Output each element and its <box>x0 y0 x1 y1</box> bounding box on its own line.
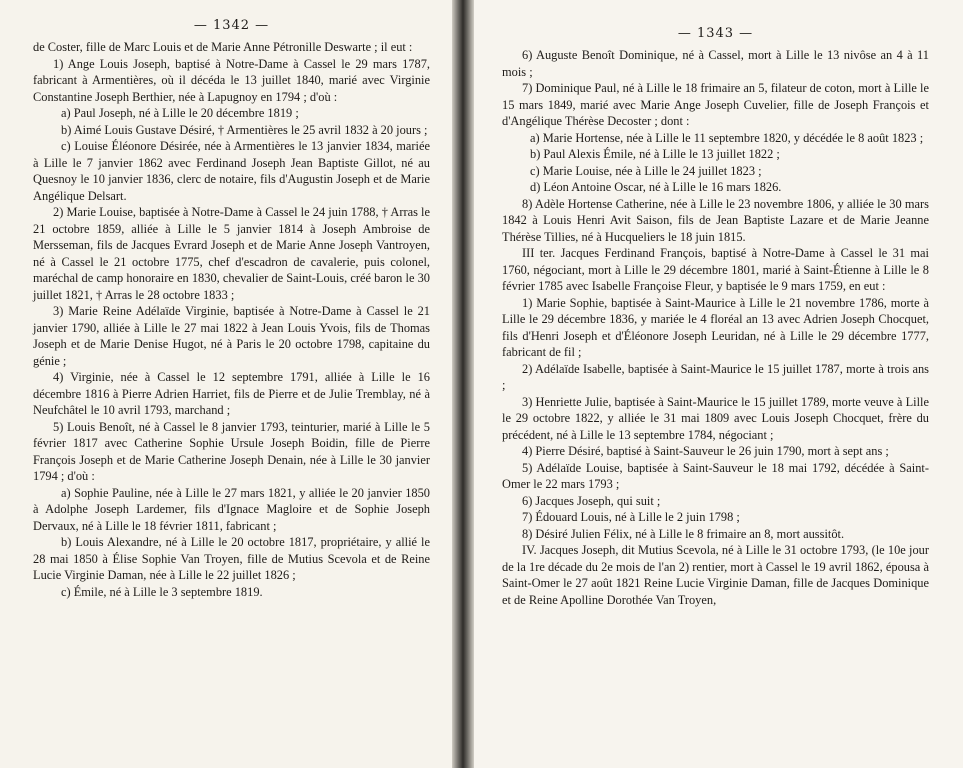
paragraph: 7) Dominique Paul, né à Lille le 18 frimaire an 5, filateur de coton, mort à Lille le 15 mars 1849, marié avec Marie Ange Joseph Cuvelier, fille de Joseph François et d'Angélique Thérèse Decoster ; dont : <box>502 81 929 128</box>
book-gutter <box>452 0 474 768</box>
paragraph: 5) Louis Benoît, né à Cassel le 8 janvier 1793, teinturier, marié à Lille le 5 février 1817 avec Catherine Sophie Ursule Joseph Boidin, fille de Pierre François Joseph et de Marie Catherine Joseph Denain, née à Lille le 30 janvier 1794 ; d'où : <box>33 419 430 483</box>
paragraph: a) Paul Joseph, né à Lille le 20 décembre 1819 ; <box>61 106 299 120</box>
paragraph: 2) Marie Louise, baptisée à Notre-Dame à Cassel le 24 juin 1788, † Arras le 21 octobre 1859, alliée à Lille le 5 janvier 1814 à Joseph Ambroise de Mersseman, fils de Jacques Evrard Joseph et de Marie Anne Joseph Vantroyen, né à Cassel le 21 octobre 1775, chef d'escadron de cavalerie, puis colonel, maréchal de camp honoraire en 1830, chevalier de Saint-Louis, créé baron le 30 juillet 1821, † Arras le 28 octobre 1833 ; <box>33 205 430 302</box>
paragraph: d) Léon Antoine Oscar, né à Lille le 16 mars 1826. <box>530 180 782 194</box>
paragraph: 1) Marie Sophie, baptisée à Saint-Maurice à Lille le 21 novembre 1786, morte à Lille le 29 décembre 1836, y mariée le 4 floréal an 13 avec Adrien Joseph Chocquet, fils d'Henri Joseph et d'Éléonore Joseph Leuridan, né à Lille le 29 décembre 1777, fabricant de fil ; <box>502 295 929 359</box>
paragraph: 1) Ange Louis Joseph, baptisé à Notre-Dame à Cassel le 29 mars 1787, fabricant à Armentières, où il décéda le 13 juillet 1840, marié avec Virginie Constantine Joseph Berthier, née à Lapugnoy en 1794 ; d'où : <box>33 56 430 104</box>
paragraph: de Coster, fille de Marc Louis et de Marie Anne Pétronille Deswarte ; il eut : <box>33 40 413 54</box>
paragraph: 8) Désiré Julien Félix, né à Lille le 8 frimaire an 8, mort aussitôt. <box>522 526 845 541</box>
paragraph: a) Sophie Pauline, née à Lille le 27 mars 1821, y alliée le 20 janvier 1850 à Adolphe Joseph Lardemer, fils d'Ignace Magloire et de Sophie Joseph Dervaux, né à Lille le 18 février 1811, fabricant ; <box>33 485 430 533</box>
paragraph: IV. Jacques Joseph, dit Mutius Scevola, né à Lille le 31 octobre 1793, (le 10e jour de la 1re décade du 2e mois de l'an 2) rentier, mort à Cassel le 19 avril 1862, épousa à Saint-Omer le 27 août 1821 Reine Lucie Virginie Daman, fille de Jacques Dominique et de Reine Apolline Dorothée Van Troyen, <box>502 543 929 607</box>
page-number-left: — 1342 — <box>193 18 270 33</box>
paragraph: c) Marie Louise, née à Lille le 24 juillet 1823 ; <box>530 163 762 178</box>
paragraph: III ter. Jacques Ferdinand François, baptisé à Notre-Dame à Cassel le 31 mai 1760, négociant, mort à Lille le 29 décembre 1801, marié à Saint-Étienne à Lille le 8 février 1785 avec Isabelle Françoise Fleur, y baptisée le 9 mars 1759, en eut : <box>502 246 929 293</box>
left-page <box>0 0 452 768</box>
paragraph: c) Émile, né à Lille le 3 septembre 1819. <box>61 584 263 599</box>
paragraph: 4) Pierre Désiré, baptisé à Saint-Sauveur le 26 juin 1790, mort à sept ans ; <box>522 444 889 458</box>
paragraph: 2) Adélaïde Isabelle, baptisée à Saint-Maurice le 15 juillet 1787, morte à trois ans ; <box>502 361 929 392</box>
paragraph: 8) Adèle Hortense Catherine, née à Lille le 23 novembre 1806, y alliée le 30 mars 1842 à Louis Henri Avit Saison, fils de Jean Baptiste Lazare et de Marie Jeanne Thérèse Tillies, né à Hucqueliers le 18 juin 1815. <box>502 196 929 244</box>
paragraph: c) Louise Éléonore Désirée, née à Armentières le 13 janvier 1834, mariée à Lille le 7 janvier 1862 avec Ferdinand Joseph Jean Baptiste Gillot, né au Quesnoy le 10 janvier 1836, clerc de notaire, fils d'Augustin Joseph et de Marie Angélique Delsart. <box>33 139 430 203</box>
page-number-right: — 1343 — <box>677 26 754 41</box>
paragraph: 6) Jacques Joseph, qui suit ; <box>522 493 661 508</box>
paragraph: 5) Adélaïde Louise, baptisée à Saint-Sauveur le 18 mai 1792, décédée à Saint-Omer le 22 mars 1793 ; <box>502 460 929 491</box>
paragraph: 3) Marie Reine Adélaïde Virginie, baptisée à Notre-Dame à Cassel le 21 janvier 1790, alliée à Lille le 27 mai 1822 à Jean Louis Yvois, fils de Thomas Joseph et de Marie Denise Hugot, né à Paris le 20 octobre 1798, capitaine du génie ; <box>33 304 430 368</box>
paragraph: b) Aimé Louis Gustave Désiré, † Armentières le 25 avril 1832 à 20 jours ; <box>61 122 428 137</box>
paragraph: b) Paul Alexis Émile, né à Lille le 13 juillet 1822 ; <box>530 147 780 161</box>
right-page <box>474 0 963 768</box>
paragraph: 4) Virginie, née à Cassel le 12 septembre 1791, alliée à Lille le 16 décembre 1816 à Pierre Adrien Harriet, fils de Pierre et de Julie Tremblay, né à Neufchâtel le 10 avril 1793, marchand ; <box>33 370 430 417</box>
left-page-text <box>33 39 430 600</box>
paragraph: 3) Henriette Julie, baptisée à Saint-Maurice le 15 juillet 1789, morte veuve à Lille le 29 octobre 1822, y alliée le 31 mai 1809 avec Louis Joseph Chocquet, frère du précédent, né à Lille le 13 septembre 1784, négociant ; <box>502 394 929 442</box>
right-page-text <box>502 47 929 608</box>
paragraph: a) Marie Hortense, née à Lille le 11 septembre 1820, y décédée le 8 août 1823 ; <box>530 130 924 145</box>
paragraph: 6) Auguste Benoît Dominique, né à Cassel, mort à Lille le 13 nivôse an 4 à 11 mois ; <box>502 48 929 79</box>
paragraph: 7) Édouard Louis, né à Lille le 2 juin 1798 ; <box>522 510 740 524</box>
paragraph: b) Louis Alexandre, né à Lille le 20 octobre 1817, propriétaire, y allié le 28 mai 1850 à Élise Sophie Van Troyen, fille de Mutius Scevola et de Reine Lucie Virginie Daman, née à Lille le 22 juillet 1826 ; <box>33 535 430 582</box>
